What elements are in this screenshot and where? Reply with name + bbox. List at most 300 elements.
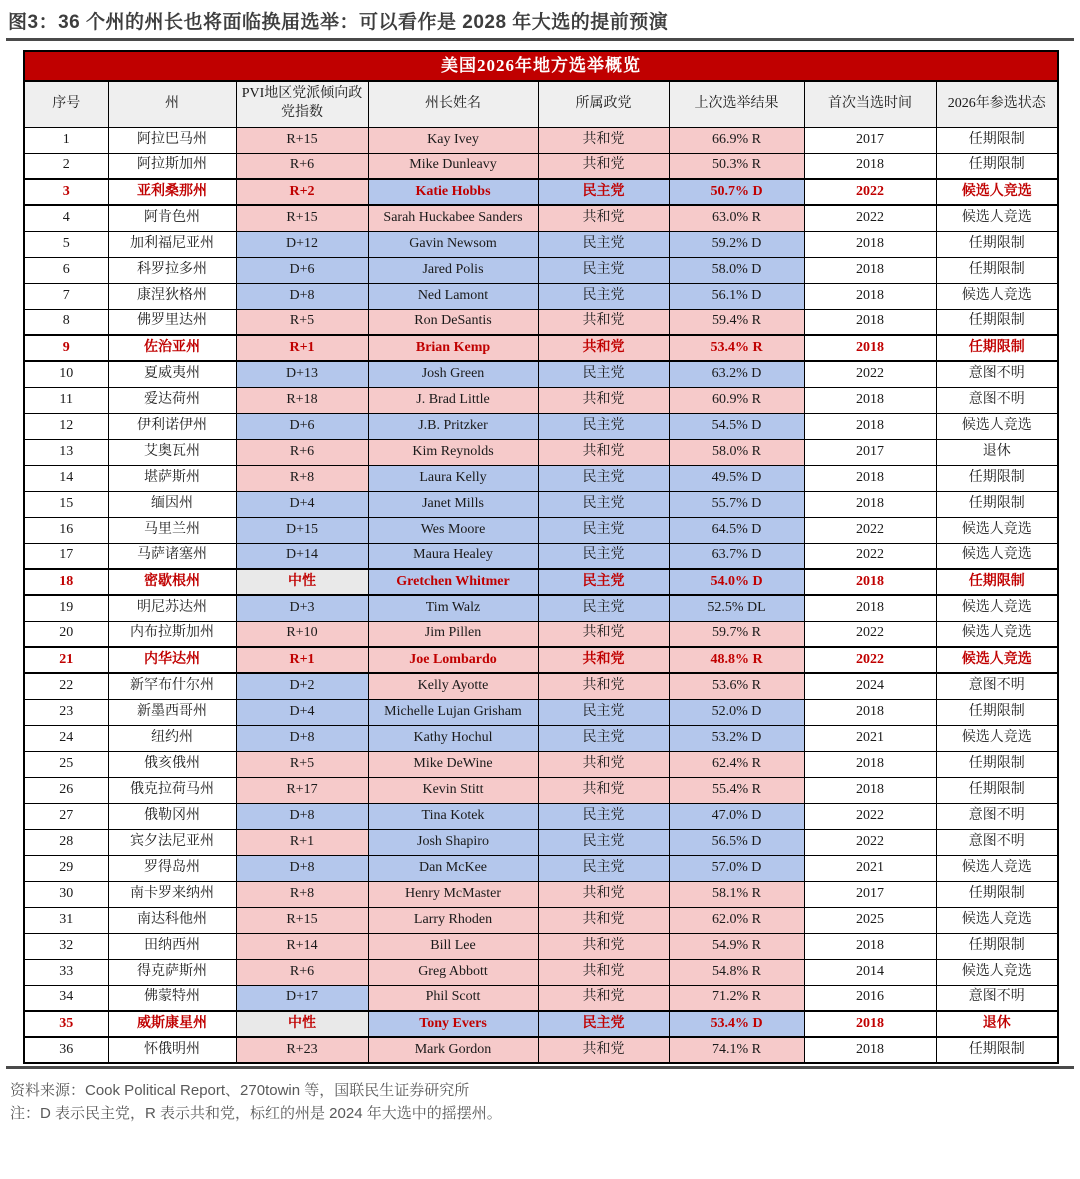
first-elected-cell: 2018 [804,413,936,439]
state-cell: 罗得岛州 [108,855,236,881]
result-cell: 63.2% D [669,361,804,387]
row-number-cell: 11 [24,387,108,413]
table-row [24,179,1058,205]
party-cell: 民主党 [538,829,669,855]
first-elected-cell: 2022 [804,543,936,569]
party-cell: 共和党 [538,647,669,673]
party-cell: 共和党 [538,907,669,933]
party-cell: 共和党 [538,205,669,231]
status-cell: 任期限制 [936,933,1058,959]
party-cell: 共和党 [538,387,669,413]
state-cell: 威斯康星州 [108,1011,236,1037]
table-row [24,1037,1058,1063]
result-cell: 47.0% D [669,803,804,829]
state-cell: 亚利桑那州 [108,179,236,205]
result-cell: 56.5% D [669,829,804,855]
first-elected-cell: 2018 [804,309,936,335]
party-cell: 共和党 [538,309,669,335]
first-elected-cell: 2018 [804,153,936,179]
party-cell: 共和党 [538,933,669,959]
table-row [24,855,1058,881]
governor-cell: Kim Reynolds [368,439,538,465]
status-cell: 任期限制 [936,881,1058,907]
party-cell: 共和党 [538,335,669,361]
first-elected-cell: 2018 [804,933,936,959]
first-elected-cell: 2022 [804,829,936,855]
table-row [24,803,1058,829]
result-cell: 58.0% D [669,257,804,283]
party-cell: 共和党 [538,985,669,1011]
state-cell: 南达科他州 [108,907,236,933]
table-row [24,777,1058,803]
table-row [24,543,1058,569]
state-cell: 马萨诸塞州 [108,543,236,569]
result-cell: 62.0% R [669,907,804,933]
pvi-cell: R+8 [236,465,368,491]
result-cell: 59.4% R [669,309,804,335]
status-cell: 候选人竞选 [936,855,1058,881]
status-cell: 任期限制 [936,751,1058,777]
result-cell: 55.7% D [669,491,804,517]
first-elected-cell: 2022 [804,647,936,673]
state-cell: 俄克拉荷马州 [108,777,236,803]
governor-cell: Larry Rhoden [368,907,538,933]
table-row [24,907,1058,933]
table-row [24,985,1058,1011]
party-cell: 民主党 [538,465,669,491]
party-cell: 民主党 [538,413,669,439]
first-elected-cell: 2024 [804,673,936,699]
result-cell: 48.8% R [669,647,804,673]
governor-cell: Dan McKee [368,855,538,881]
result-cell: 64.5% D [669,517,804,543]
state-cell: 得克萨斯州 [108,959,236,985]
state-cell: 堪萨斯州 [108,465,236,491]
status-cell: 任期限制 [936,1037,1058,1063]
first-elected-cell: 2016 [804,985,936,1011]
governor-cell: Josh Green [368,361,538,387]
result-cell: 71.2% R [669,985,804,1011]
status-cell: 候选人竞选 [936,725,1058,751]
result-cell: 52.0% D [669,699,804,725]
party-cell: 共和党 [538,127,669,153]
state-cell: 俄亥俄州 [108,751,236,777]
first-elected-cell: 2022 [804,205,936,231]
governor-cell: Greg Abbott [368,959,538,985]
governor-cell: Mike Dunleavy [368,153,538,179]
table-row [24,517,1058,543]
state-cell: 田纳西州 [108,933,236,959]
pvi-cell: R+1 [236,647,368,673]
pvi-cell: D+17 [236,985,368,1011]
state-cell: 新墨西哥州 [108,699,236,725]
figure-heading: 图3：36 个州的州长也将面临换届选举：可以看作是 2028 年大选的提前预演 [8,12,669,33]
governor-cell: Jim Pillen [368,621,538,647]
status-cell: 任期限制 [936,257,1058,283]
state-cell: 阿拉斯加州 [108,153,236,179]
pvi-cell: D+14 [236,543,368,569]
table-bottom-rule [6,1066,1074,1069]
table-row [24,257,1058,283]
row-number-cell: 1 [24,127,108,153]
party-cell: 民主党 [538,517,669,543]
party-cell: 民主党 [538,595,669,621]
first-elected-cell: 2022 [804,621,936,647]
row-number-cell: 8 [24,309,108,335]
state-cell: 怀俄明州 [108,1037,236,1063]
party-cell: 民主党 [538,543,669,569]
status-cell: 候选人竞选 [936,413,1058,439]
status-cell: 任期限制 [936,335,1058,361]
party-cell: 民主党 [538,231,669,257]
row-number-cell: 23 [24,699,108,725]
first-elected-cell: 2018 [804,569,936,595]
governor-cell: Janet Mills [368,491,538,517]
status-cell: 候选人竞选 [936,621,1058,647]
table-row [24,699,1058,725]
table-header-row [24,81,1058,127]
first-elected-cell: 2021 [804,725,936,751]
result-cell: 55.4% R [669,777,804,803]
state-cell: 加利福尼亚州 [108,231,236,257]
state-cell: 缅因州 [108,491,236,517]
result-cell: 60.9% R [669,387,804,413]
result-cell: 54.8% R [669,959,804,985]
governor-cell: Jared Polis [368,257,538,283]
row-number-cell: 7 [24,283,108,309]
result-cell: 56.1% D [669,283,804,309]
column-header-4: 所属政党 [538,81,669,127]
row-number-cell: 18 [24,569,108,595]
result-cell: 50.7% D [669,179,804,205]
governor-cell: J.B. Pritzker [368,413,538,439]
column-header-0: 序号 [24,81,108,127]
status-cell: 任期限制 [936,231,1058,257]
result-cell: 53.4% R [669,335,804,361]
result-cell: 53.2% D [669,725,804,751]
row-number-cell: 16 [24,517,108,543]
first-elected-cell: 2022 [804,803,936,829]
governor-cell: Ned Lamont [368,283,538,309]
first-elected-cell: 2021 [804,855,936,881]
first-elected-cell: 2018 [804,283,936,309]
pvi-cell: R+6 [236,439,368,465]
status-cell: 候选人竞选 [936,283,1058,309]
status-cell: 候选人竞选 [936,959,1058,985]
governor-cell: Kathy Hochul [368,725,538,751]
result-cell: 66.9% R [669,127,804,153]
status-cell: 退休 [936,439,1058,465]
row-number-cell: 15 [24,491,108,517]
governor-cell: Kevin Stitt [368,777,538,803]
table-title-row [24,51,1058,81]
row-number-cell: 5 [24,231,108,257]
result-cell: 49.5% D [669,465,804,491]
column-header-5: 上次选举结果 [669,81,804,127]
pvi-cell: D+6 [236,413,368,439]
table-row [24,569,1058,595]
status-cell: 候选人竞选 [936,179,1058,205]
table-row [24,465,1058,491]
first-elected-cell: 2017 [804,439,936,465]
status-cell: 意图不明 [936,673,1058,699]
first-elected-cell: 2018 [804,231,936,257]
table-row [24,205,1058,231]
table-row [24,309,1058,335]
status-cell: 任期限制 [936,465,1058,491]
state-cell: 阿拉巴马州 [108,127,236,153]
pvi-cell: R+2 [236,179,368,205]
state-cell: 内华达州 [108,647,236,673]
state-cell: 伊利诺伊州 [108,413,236,439]
row-number-cell: 6 [24,257,108,283]
pvi-cell: D+8 [236,803,368,829]
result-cell: 63.7% D [669,543,804,569]
result-cell: 53.6% R [669,673,804,699]
governor-cell: Josh Shapiro [368,829,538,855]
row-number-cell: 29 [24,855,108,881]
party-cell: 民主党 [538,855,669,881]
governor-cell: Mark Gordon [368,1037,538,1063]
pvi-cell: R+5 [236,309,368,335]
governor-cell: Henry McMaster [368,881,538,907]
pvi-cell: D+2 [236,673,368,699]
pvi-cell: R+14 [236,933,368,959]
party-cell: 民主党 [538,283,669,309]
governor-cell: Phil Scott [368,985,538,1011]
governor-cell: Michelle Lujan Grisham [368,699,538,725]
table-row [24,413,1058,439]
state-cell: 阿肯色州 [108,205,236,231]
governor-cell: Kelly Ayotte [368,673,538,699]
pvi-cell: R+8 [236,881,368,907]
pvi-cell: 中性 [236,1011,368,1037]
first-elected-cell: 2018 [804,465,936,491]
row-number-cell: 30 [24,881,108,907]
status-cell: 意图不明 [936,985,1058,1011]
row-number-cell: 4 [24,205,108,231]
governor-cell: Wes Moore [368,517,538,543]
state-cell: 明尼苏达州 [108,595,236,621]
row-number-cell: 22 [24,673,108,699]
table-row [24,153,1058,179]
first-elected-cell: 2018 [804,751,936,777]
status-cell: 任期限制 [936,569,1058,595]
row-number-cell: 26 [24,777,108,803]
party-cell: 共和党 [538,439,669,465]
governor-cell: Brian Kemp [368,335,538,361]
result-cell: 50.3% R [669,153,804,179]
table-row [24,647,1058,673]
state-cell: 内布拉斯加州 [108,621,236,647]
party-cell: 民主党 [538,179,669,205]
pvi-cell: R+1 [236,335,368,361]
state-cell: 新罕布什尔州 [108,673,236,699]
governor-cell: Sarah Huckabee Sanders [368,205,538,231]
table-row [24,673,1058,699]
pvi-cell: D+4 [236,699,368,725]
governor-cell: Joe Lombardo [368,647,538,673]
pvi-cell: 中性 [236,569,368,595]
result-cell: 59.2% D [669,231,804,257]
result-cell: 63.0% R [669,205,804,231]
table-row [24,127,1058,153]
table-row [24,959,1058,985]
status-cell: 意图不明 [936,829,1058,855]
row-number-cell: 17 [24,543,108,569]
row-number-cell: 12 [24,413,108,439]
state-cell: 爱达荷州 [108,387,236,413]
status-cell: 任期限制 [936,153,1058,179]
first-elected-cell: 2018 [804,699,936,725]
status-cell: 意图不明 [936,803,1058,829]
row-number-cell: 10 [24,361,108,387]
status-cell: 意图不明 [936,361,1058,387]
governor-cell: Laura Kelly [368,465,538,491]
governors-election-table [23,50,1059,1064]
party-cell: 民主党 [538,699,669,725]
source-note: 资料来源：Cook Political Report、270towin 等，国联民生证券研究所 [10,1082,470,1099]
party-cell: 共和党 [538,881,669,907]
party-cell: 共和党 [538,153,669,179]
pvi-cell: D+13 [236,361,368,387]
state-cell: 科罗拉多州 [108,257,236,283]
result-cell: 54.9% R [669,933,804,959]
column-header-1: 州 [108,81,236,127]
heading-divider-rule [6,38,1074,41]
first-elected-cell: 2022 [804,361,936,387]
party-cell: 共和党 [538,673,669,699]
table-row [24,621,1058,647]
state-cell: 夏威夷州 [108,361,236,387]
first-elected-cell: 2018 [804,387,936,413]
state-cell: 佛蒙特州 [108,985,236,1011]
status-cell: 任期限制 [936,491,1058,517]
status-cell: 退休 [936,1011,1058,1037]
state-cell: 佛罗里达州 [108,309,236,335]
column-header-6: 首次当选时间 [804,81,936,127]
party-cell: 民主党 [538,491,669,517]
state-cell: 纽约州 [108,725,236,751]
row-number-cell: 19 [24,595,108,621]
table-row [24,439,1058,465]
result-cell: 54.0% D [669,569,804,595]
row-number-cell: 33 [24,959,108,985]
column-header-2: PVI地区党派倾向政党指数 [236,81,368,127]
table-title: 美国2026年地方选举概览 [24,51,1058,81]
result-cell: 54.5% D [669,413,804,439]
party-cell: 民主党 [538,569,669,595]
row-number-cell: 28 [24,829,108,855]
row-number-cell: 9 [24,335,108,361]
row-number-cell: 32 [24,933,108,959]
pvi-cell: R+15 [236,907,368,933]
row-number-cell: 36 [24,1037,108,1063]
state-cell: 南卡罗来纳州 [108,881,236,907]
party-cell: 共和党 [538,621,669,647]
result-cell: 53.4% D [669,1011,804,1037]
status-cell: 任期限制 [936,777,1058,803]
party-cell: 民主党 [538,361,669,387]
status-cell: 任期限制 [936,699,1058,725]
row-number-cell: 2 [24,153,108,179]
governor-cell: Ron DeSantis [368,309,538,335]
party-cell: 民主党 [538,1011,669,1037]
table-row [24,231,1058,257]
status-cell: 任期限制 [936,127,1058,153]
pvi-cell: R+1 [236,829,368,855]
governor-cell: Gavin Newsom [368,231,538,257]
pvi-cell: R+15 [236,127,368,153]
status-cell: 候选人竞选 [936,205,1058,231]
party-cell: 共和党 [538,959,669,985]
result-cell: 58.1% R [669,881,804,907]
table-row [24,725,1058,751]
governor-cell: Kay Ivey [368,127,538,153]
first-elected-cell: 2022 [804,179,936,205]
column-header-7: 2026年参选状态 [936,81,1058,127]
footnote: 注：D 表示民主党，R 表示共和党，标红的州是 2024 年大选中的摇摆州。 [10,1105,502,1123]
party-cell: 民主党 [538,803,669,829]
status-cell: 任期限制 [936,309,1058,335]
status-cell: 意图不明 [936,387,1058,413]
table-row [24,335,1058,361]
first-elected-cell: 2018 [804,1037,936,1063]
governor-cell: Gretchen Whitmer [368,569,538,595]
first-elected-cell: 2025 [804,907,936,933]
result-cell: 58.0% R [669,439,804,465]
result-cell: 59.7% R [669,621,804,647]
result-cell: 52.5% DL [669,595,804,621]
party-cell: 共和党 [538,751,669,777]
row-number-cell: 24 [24,725,108,751]
party-cell: 共和党 [538,1037,669,1063]
pvi-cell: R+15 [236,205,368,231]
result-cell: 62.4% R [669,751,804,777]
pvi-cell: D+4 [236,491,368,517]
governor-cell: Tony Evers [368,1011,538,1037]
table-row [24,595,1058,621]
party-cell: 共和党 [538,777,669,803]
first-elected-cell: 2014 [804,959,936,985]
pvi-cell: R+6 [236,153,368,179]
pvi-cell: D+15 [236,517,368,543]
pvi-cell: D+8 [236,283,368,309]
pvi-cell: D+8 [236,725,368,751]
party-cell: 民主党 [538,257,669,283]
status-cell: 候选人竞选 [936,543,1058,569]
pvi-cell: R+5 [236,751,368,777]
table-row [24,751,1058,777]
row-number-cell: 20 [24,621,108,647]
result-cell: 57.0% D [669,855,804,881]
row-number-cell: 14 [24,465,108,491]
status-cell: 候选人竞选 [936,595,1058,621]
party-cell: 民主党 [538,725,669,751]
result-cell: 74.1% R [669,1037,804,1063]
governor-cell: Katie Hobbs [368,179,538,205]
table-row [24,361,1058,387]
first-elected-cell: 2017 [804,881,936,907]
first-elected-cell: 2018 [804,595,936,621]
status-cell: 候选人竞选 [936,907,1058,933]
first-elected-cell: 2018 [804,257,936,283]
state-cell: 密歇根州 [108,569,236,595]
pvi-cell: R+18 [236,387,368,413]
table-row [24,881,1058,907]
governor-cell: Bill Lee [368,933,538,959]
state-cell: 佐治亚州 [108,335,236,361]
